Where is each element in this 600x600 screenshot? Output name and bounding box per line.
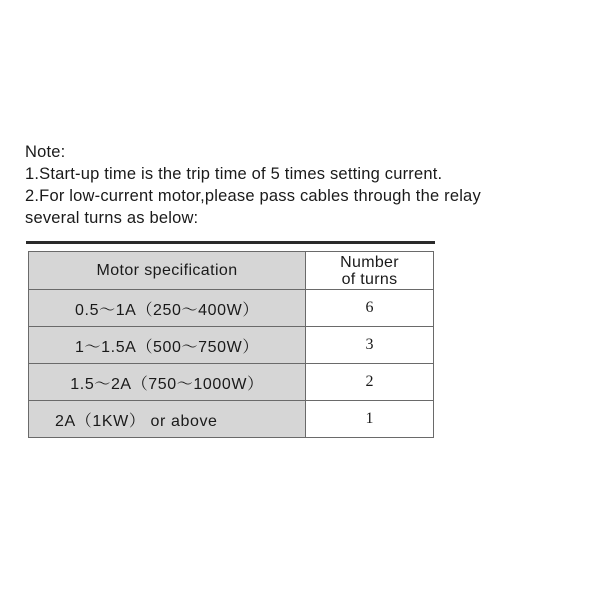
spec-cell: 1～1.5A（500～750W） [29, 327, 306, 364]
turns-cell: 3 [306, 327, 434, 364]
header-turns-line-2: of turns [341, 270, 398, 288]
note-block [25, 141, 585, 229]
header-number-of-turns [306, 252, 434, 290]
note-heading: Note: [25, 143, 66, 161]
table-header-row [29, 252, 434, 290]
note-line-2a: 2.For low-current motor,please pass cables through the relay [25, 187, 481, 205]
spec-cell: 1.5～2A（750～1000W） [29, 364, 306, 401]
note-line-2b: several turns as below: [25, 209, 199, 227]
table-row [29, 401, 434, 438]
table-row [29, 327, 434, 364]
table-top-rule [26, 241, 435, 244]
header-turns-line-1: Number [340, 253, 399, 271]
spec-cell: 0.5～1A（250～400W） [29, 290, 306, 327]
table-row [29, 364, 434, 401]
motor-turns-table [28, 251, 434, 438]
turns-cell: 6 [306, 290, 434, 327]
turns-cell: 2 [306, 364, 434, 401]
table-row [29, 290, 434, 327]
turns-cell: 1 [306, 401, 434, 438]
header-motor-specification: Motor specification [29, 252, 306, 290]
note-line-1: 1.Start-up time is the trip time of 5 times setting current. [25, 165, 443, 183]
spec-cell: 2A（1KW） or above [29, 401, 306, 438]
